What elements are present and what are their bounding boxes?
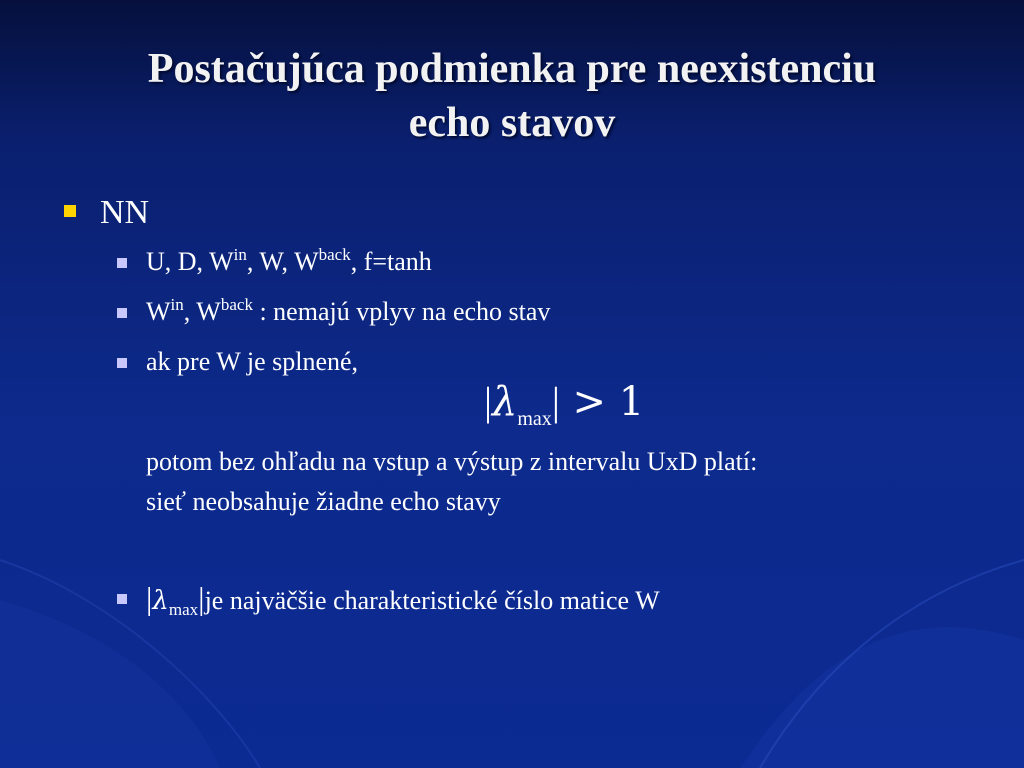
conclusion-line-2: sieť neobsahuje žiadne echo stavy: [146, 487, 501, 516]
square-bullet-icon: [117, 358, 127, 368]
title-line-2: echo stavov: [408, 100, 616, 146]
lambda-max-inline-formula: $|\lambda_{max}|$: [146, 580, 205, 619]
conclusion-line-1: potom bez ohľadu na vstup a výstup z intervalu UxD platí:: [146, 447, 758, 476]
spectral-radius-formula: $|\lambda_{max}| > 1$: [484, 379, 645, 430]
bullet-nn-label: NN: [100, 194, 150, 231]
title-line-1: Postačujúca podmienka pre neexistenciu: [147, 46, 877, 92]
slide-title: [40, 42, 984, 150]
square-bullet-icon: [64, 205, 76, 217]
bullet-variables-text: U, D, $W^{in}$, W, $W^{back}$, f=tanh: [146, 245, 432, 276]
bullet-eigenvalue-text: $|\lambda_{max}|je$ najväčšie charakteristické číslo matice W: [146, 580, 660, 619]
conclusion-paragraph: [146, 442, 966, 522]
square-bullet-icon: [117, 258, 127, 268]
square-bullet-icon: [117, 594, 127, 604]
square-bullet-icon: [117, 308, 127, 318]
bullet-condition-text: ak pre W je splnené,: [146, 347, 359, 376]
bullet-no-influence-text: $W^{in}$, $W^{back}$ : nemajú vplyv na echo stav: [146, 295, 551, 326]
